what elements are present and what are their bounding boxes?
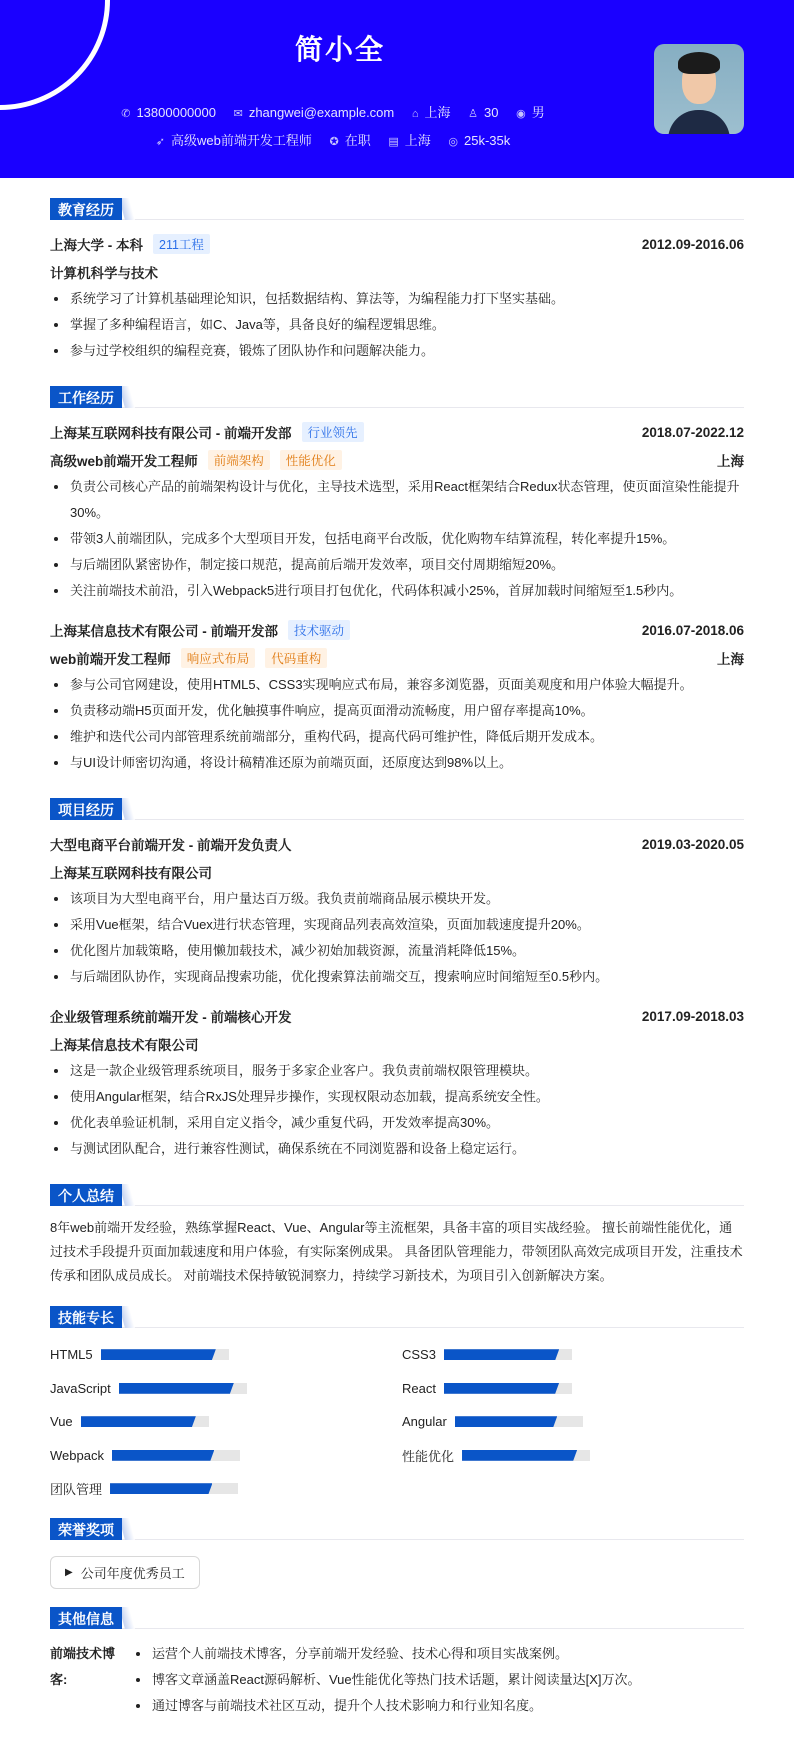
work-city: 上海: [717, 454, 744, 469]
skill-item: [50, 1472, 402, 1506]
skill-tag: 性能优化: [280, 450, 342, 470]
skills-grid: [50, 1338, 744, 1506]
home-icon: ⌂: [411, 108, 419, 120]
skill-tag: 代码重构: [265, 648, 327, 668]
company-tag: 技术驱动: [288, 620, 350, 640]
skill-item: [50, 1338, 402, 1372]
company: 上海某互联网科技有限公司 - 前端开发部: [50, 426, 292, 441]
summary-text: 8年web前端开发经验，熟练掌握React、Vue、Angular等主流框架，具备丰富的项目实战经验。 擅长前端性能优化，通过技术手段提升页面加载速度和用户体验，有实际案例成果。 具备团队管理能力，带领团队高效完成项目开发，注重技术传承和团队成员成长。 对前端技术保持敏锐洞察力，持续学习新技术，为项目引入创新解决方案。: [50, 1220, 743, 1283]
project-name: 企业级管理系统前端开发 - 前端核心开发: [50, 1010, 292, 1025]
skill-bar: [110, 1483, 238, 1494]
phone-icon: ✆: [121, 108, 131, 120]
project-date: 2017.09-2018.03: [641, 1008, 744, 1024]
phone: 13800000000: [136, 105, 216, 120]
target-city: 上海: [404, 133, 431, 148]
edu-date: 2012.09-2016.06: [641, 236, 744, 252]
send-icon: ➶: [155, 136, 165, 148]
status-icon: ✪: [329, 136, 339, 148]
section-skills: 技能专长: [50, 1306, 744, 1328]
skill-bar-fill: [444, 1349, 559, 1360]
honor-label: 公司年度优秀员工: [80, 1565, 185, 1581]
skill-bar-fill: [444, 1383, 559, 1394]
job-status: 在职: [344, 133, 371, 148]
job-title: 高级web前端开发工程师: [50, 454, 198, 469]
skill-bar: [101, 1349, 229, 1360]
skill-bar-fill: [110, 1483, 212, 1494]
age: 30: [484, 105, 499, 120]
list-item: 与测试团队配合，进行兼容性测试，确保系统在不同浏览器和设备上稳定运行。: [50, 1136, 744, 1162]
list-item: 参与公司官网建设，使用HTML5、CSS3实现响应式布局，兼容多浏览器，页面美观度和用户体验大幅提升。: [50, 672, 744, 698]
skill-name: Vue: [50, 1414, 73, 1430]
project-date: 2019.03-2020.05: [641, 836, 744, 852]
list-item: 该项目为大型电商平台，用户量达百万级。我负责前端商品展示模块开发。: [50, 886, 744, 912]
list-item: 采用Vue框架，结合Vuex进行状态管理，实现商品列表高效渲染，页面加载速度提升20%。: [50, 912, 744, 938]
skill-item: [50, 1372, 402, 1406]
honor-item[interactable]: [50, 1556, 200, 1589]
list-item: 负责移动端H5页面开发，优化触摸事件响应，提高页面滑动流畅度，用户留存率提高10%。: [50, 698, 744, 724]
resume-header: [0, 0, 794, 178]
work-city: 上海: [717, 652, 744, 667]
list-item: 使用Angular框架，结合RxJS处理异步操作，实现权限动态加载，提高系统安全性。: [50, 1084, 744, 1110]
list-item: 通过博客与前端技术社区互动，提升个人技术影响力和行业知名度。: [132, 1693, 641, 1719]
contact-row: [0, 102, 680, 121]
skill-name: 性能优化: [402, 1448, 455, 1464]
skill-tag: 响应式布局: [181, 648, 256, 668]
section-projects: 项目经历: [50, 798, 744, 820]
list-item: 系统学习了计算机基础理论知识，包括数据结构、算法等，为编程能力打下坚实基础。: [50, 286, 744, 312]
mail-icon: ✉: [233, 108, 243, 120]
skill-bar: [112, 1450, 240, 1461]
candidate-name: 简小全: [294, 34, 385, 65]
project-entry: [50, 830, 744, 990]
list-item: 与后端团队紧密协作，制定接口规范，提高前后端开发效率，项目交付周期缩短20%。: [50, 552, 744, 578]
list-item: 维护和迭代公司内部管理系统前端部分，重构代码，提高代码可维护性，降低后期开发成本。: [50, 724, 744, 750]
list-item: 参与过学校组织的编程竞赛，锻炼了团队协作和问题解决能力。: [50, 338, 744, 364]
school: 上海大学 - 本科: [50, 238, 143, 253]
skill-name: Angular: [402, 1414, 447, 1430]
list-item: 与UI设计师密切沟通，将设计稿精准还原为前端页面，还原度达到98%以上。: [50, 750, 744, 776]
skill-bar-fill: [119, 1383, 234, 1394]
avatar-photo: [654, 44, 744, 134]
skill-item: [50, 1439, 402, 1473]
list-item: 运营个人前端技术博客，分享前端开发经验、技术心得和项目实战案例。: [132, 1641, 641, 1667]
skill-bar: [444, 1349, 572, 1360]
list-item: 优化表单验证机制，采用自定义指令，减少重复代码，开发效率提高30%。: [50, 1110, 744, 1136]
job-title: web前端开发工程师: [50, 652, 171, 667]
skill-item: [402, 1338, 754, 1372]
list-item: 带领3人前端团队，完成多个大型项目开发，包括电商平台改版，优化购物车结算流程，转化率提升15%。: [50, 526, 744, 552]
skill-bar-fill: [112, 1450, 214, 1461]
skill-name: 团队管理: [50, 1482, 103, 1498]
gender: 男: [531, 105, 545, 120]
section-other: 其他信息: [50, 1607, 744, 1629]
target-position: 高级web前端开发工程师: [170, 133, 312, 148]
email: zhangwei@example.com: [248, 105, 395, 120]
work-entry: [50, 616, 744, 776]
section-education: 教育经历: [50, 198, 744, 220]
skill-item: [402, 1439, 754, 1473]
list-item: 负责公司核心产品的前端架构设计与优化，主导技术选型，采用React框架结合Redux状态管理，使页面渲染性能提升30%。: [50, 474, 744, 526]
list-item: 掌握了多种编程语言，如C、Java等，具备良好的编程逻辑思维。: [50, 312, 744, 338]
skill-name: HTML5: [50, 1347, 93, 1363]
skill-bar-fill: [81, 1416, 196, 1427]
project-name: 大型电商平台前端开发 - 前端开发负责人: [50, 838, 292, 853]
skill-name: CSS3: [402, 1347, 436, 1363]
skill-bar-fill: [101, 1349, 216, 1360]
project-company: 上海某互联网科技有限公司: [50, 866, 212, 881]
building-icon: ▤: [388, 136, 399, 148]
company-tag: 行业领先: [302, 422, 364, 442]
section-work: 工作经历: [50, 386, 744, 408]
list-item: 这是一款企业级管理系统项目，服务于多家企业客户。我负责前端权限管理模块。: [50, 1058, 744, 1084]
skill-item: [50, 1405, 402, 1439]
age-icon: ♙: [468, 108, 479, 120]
skill-bar: [444, 1383, 572, 1394]
skill-tag: 前端架构: [208, 450, 270, 470]
gender-icon: ◉: [516, 108, 526, 120]
list-item: 优化图片加载策略，使用懒加载技术，减少初始加载资源，流量消耗降低15%。: [50, 938, 744, 964]
skill-bar: [81, 1416, 209, 1427]
section-honors: 荣誉奖项: [50, 1518, 744, 1540]
skill-bar-fill: [455, 1416, 557, 1427]
skill-bar-fill: [462, 1450, 577, 1461]
salary-icon: ◎: [448, 136, 458, 148]
project-entry: [50, 1002, 744, 1162]
list-item: 与后端团队协作，实现商品搜索功能，优化搜索算法前端交互，搜索响应时间缩短至0.5秒内。: [50, 964, 744, 990]
job-intent-row: [0, 130, 680, 149]
skill-name: JavaScript: [50, 1380, 111, 1396]
skill-name: React: [402, 1380, 436, 1396]
skill-name: Webpack: [50, 1447, 104, 1463]
salary: 25k-35k: [463, 133, 511, 148]
section-summary: 个人总结: [50, 1184, 744, 1206]
major: 计算机科学与技术: [50, 266, 158, 281]
list-item: 关注前端技术前沿，引入Webpack5进行项目打包优化，代码体积减小25%，首屏加载时间缩短至1.5秒内。: [50, 578, 744, 604]
city: 上海: [424, 105, 451, 120]
list-item: 博客文章涵盖React源码解析、Vue性能优化等热门技术话题，累计阅读量达[X]万次。: [132, 1667, 641, 1693]
skill-bar: [119, 1383, 247, 1394]
skill-item: [402, 1405, 754, 1439]
triangle-right-icon: ▶: [65, 1566, 73, 1578]
school-tag: 211工程: [153, 234, 210, 254]
skill-bar: [462, 1450, 590, 1461]
other-label: 前端技术博客:: [50, 1645, 116, 1687]
work-date: 2018.07-2022.12: [641, 424, 744, 440]
skill-item: [402, 1372, 754, 1406]
work-date: 2016.07-2018.06: [641, 622, 744, 638]
project-company: 上海某信息技术有限公司: [50, 1038, 199, 1053]
skill-bar: [455, 1416, 583, 1427]
company: 上海某信息技术有限公司 - 前端开发部: [50, 624, 278, 639]
work-entry: [50, 418, 744, 604]
